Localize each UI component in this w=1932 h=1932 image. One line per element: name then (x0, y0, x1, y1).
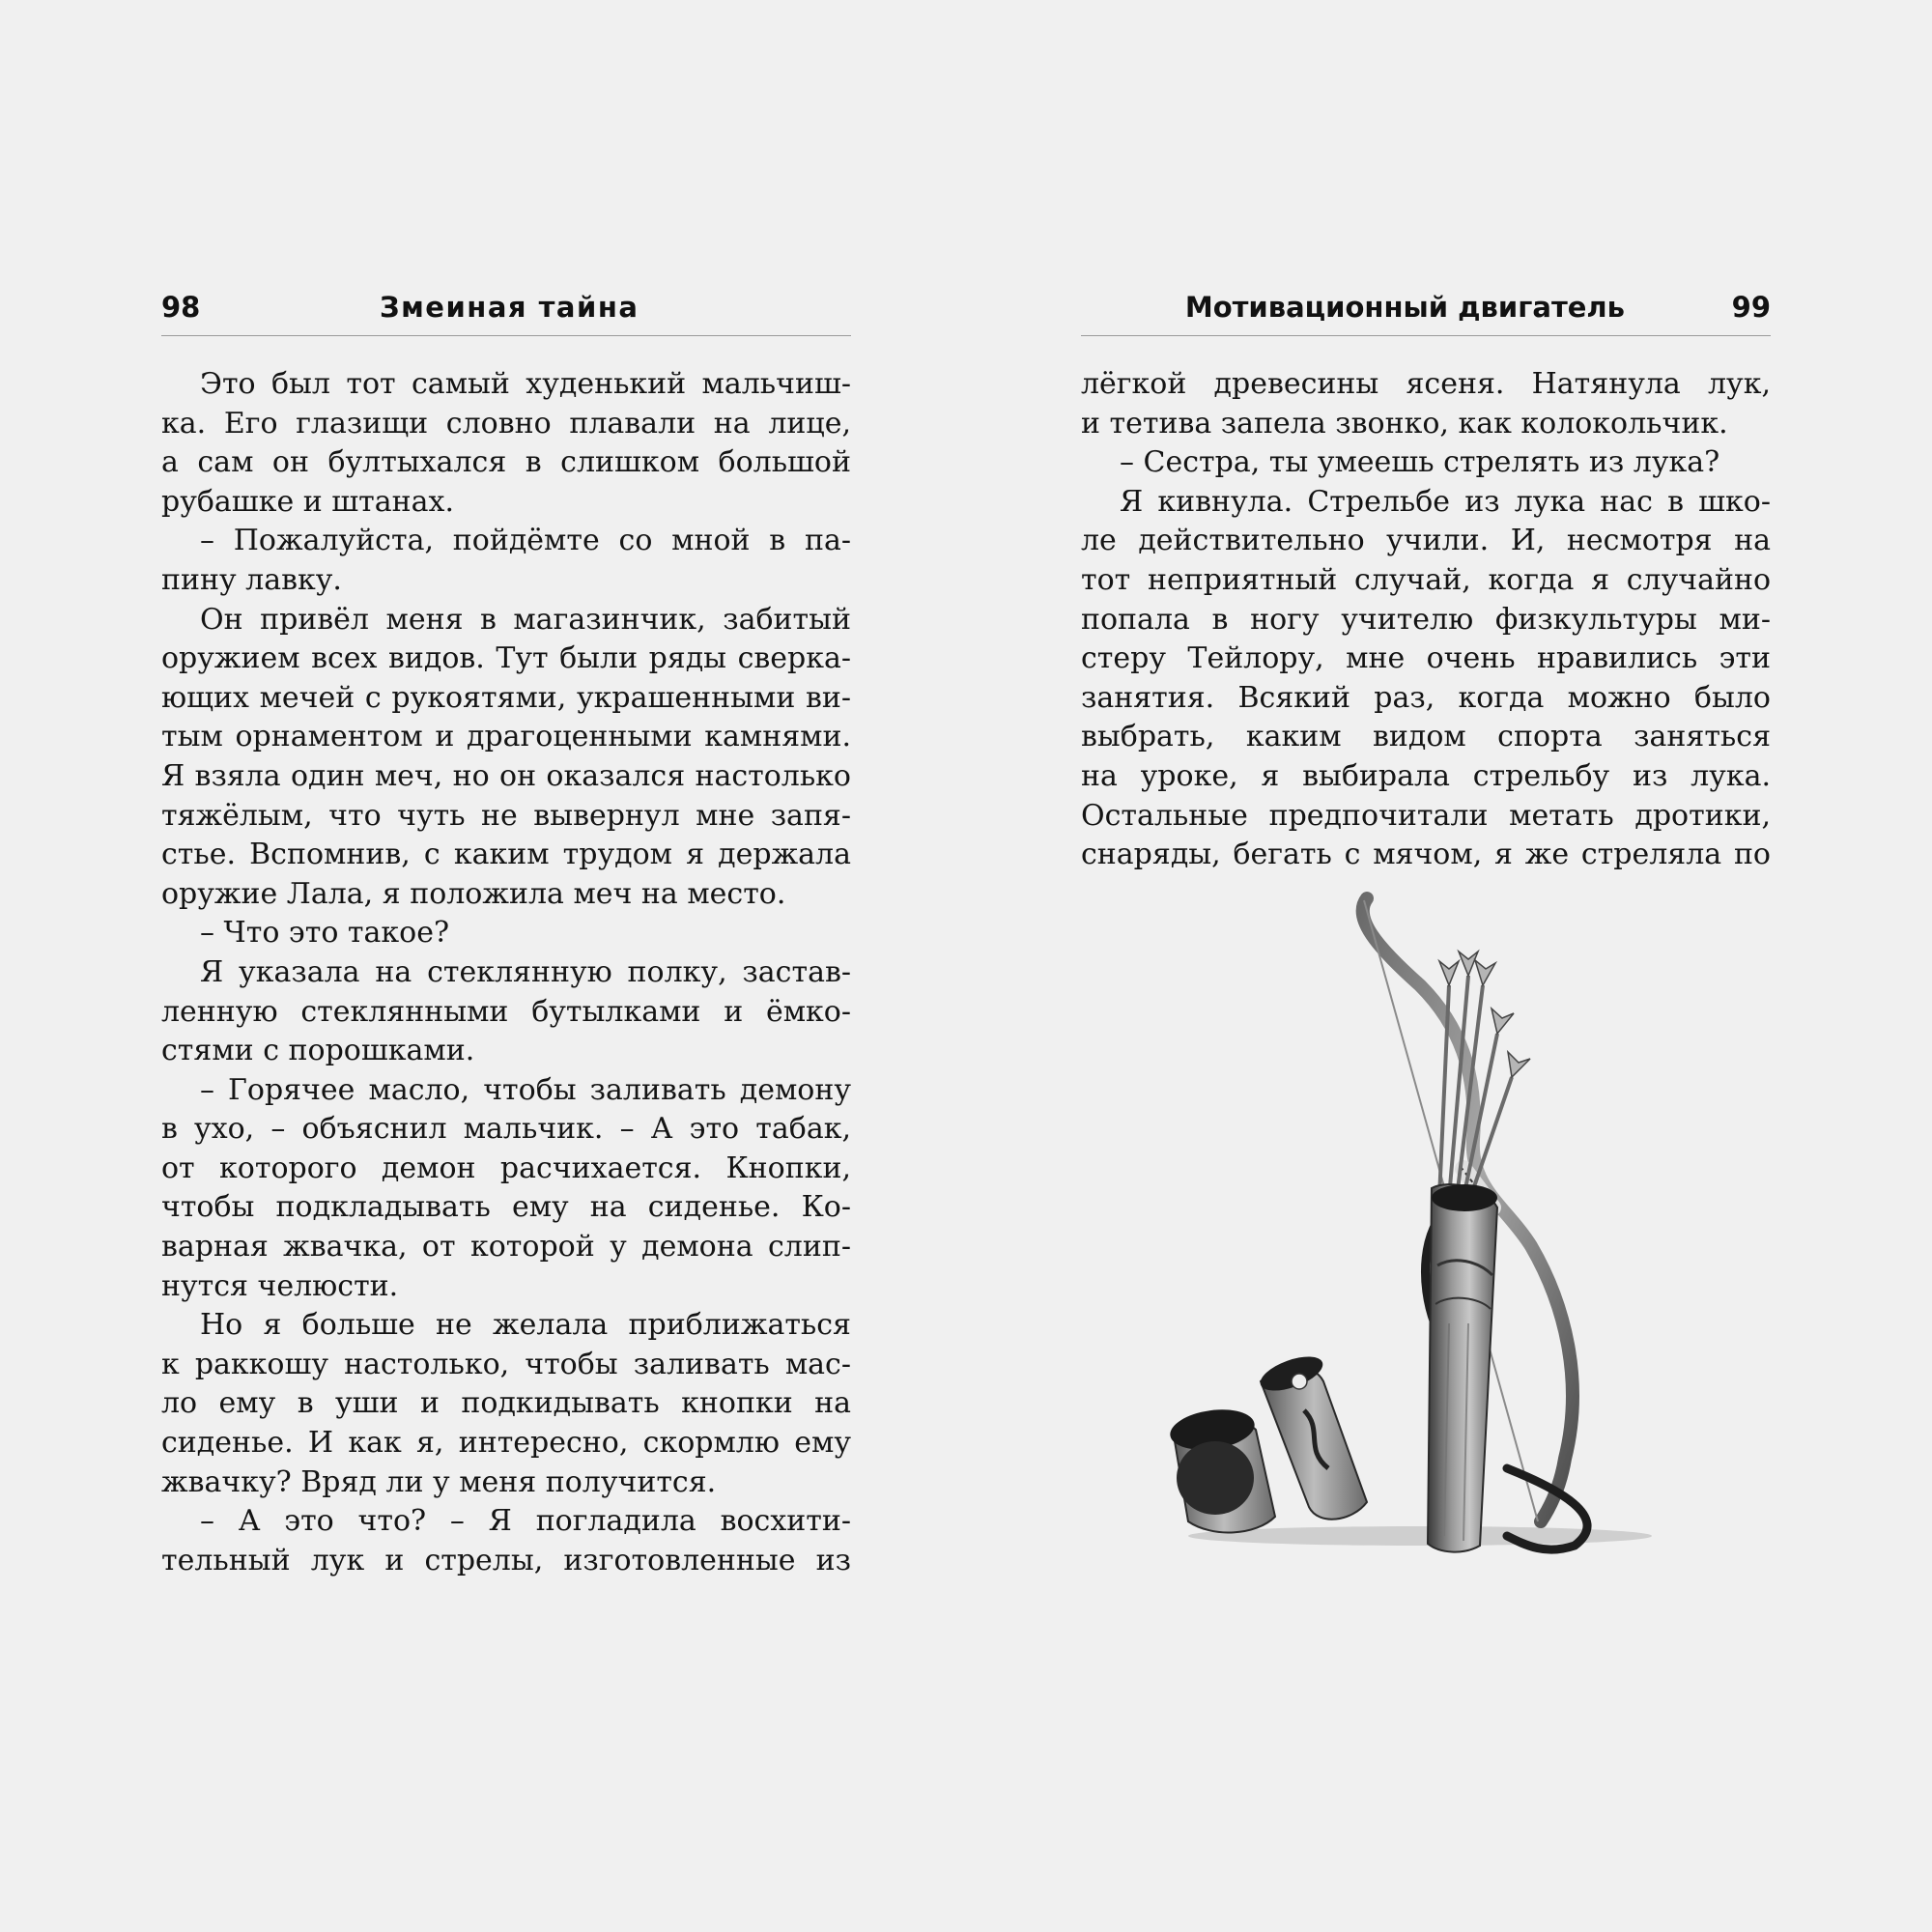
quiver (1428, 1184, 1497, 1551)
running-head-right (1081, 285, 1771, 336)
text-line: попала в ногу учителю физкультуры ми- (1081, 602, 1771, 637)
body-text-right (1081, 365, 1771, 875)
text-line: в ухо, – объяснил мальчик. – А это табак, (161, 1112, 851, 1147)
text-line: – Горячее масло, чтобы заливать демону (200, 1072, 851, 1107)
text-line: стями с порошками. (161, 1034, 475, 1068)
text-line: тым орнаментом и драгоценными камнями. (161, 720, 851, 754)
text-line: ле действительно учили. И, несмотря на (1081, 524, 1771, 558)
running-title: Мотивационный двигатель (1184, 291, 1625, 324)
running-title: Змеиная тайна (380, 291, 639, 324)
text-line: тот неприятный случай, когда я случайно (1081, 562, 1771, 597)
text-line: – Что это такое? (200, 916, 450, 951)
text-line: – Пожалуйста, пойдёмте со мной в па- (200, 524, 851, 558)
text-line: жвачку? Вряд ли у меня получится. (161, 1464, 717, 1499)
text-line: нутся челюсти. (161, 1268, 399, 1303)
text-line: ка. Его глазищи словно плавали на лице, (161, 406, 851, 440)
text-line: Остальные предпочитали метать дротики, (1081, 798, 1771, 833)
text-line: пину лавку. (161, 562, 342, 597)
text-line: Я указала на стеклянную полку, застав- (200, 954, 851, 989)
text-line: – Сестра, ты умеешь стрелять из лука? (1120, 445, 1720, 480)
text-line: снаряды, бегать с мячом, я же стреляла по (1081, 838, 1771, 872)
running-head-left (161, 285, 851, 336)
text-line: а сам он бултыхался в слишком большой (161, 445, 851, 480)
text-line: Я кивнула. Стрельбе из лука нас в шко- (1120, 484, 1771, 519)
text-line: тяжёлым, что чуть не вывернул мне запя- (161, 798, 851, 833)
text-line: тельный лук и стрелы, изготовленные из (161, 1543, 851, 1577)
text-line: лёгкой древесины ясеня. Натянула лук, (1081, 367, 1771, 401)
text-line: ло ему в уши и подкидывать кнопки на (161, 1386, 851, 1421)
text-line: и тетива запела звонко, как колокольчик. (1081, 406, 1728, 440)
text-line: выбрать, каким видом спорта заняться (1081, 720, 1771, 754)
text-line: Это был тот самый худенький мальчиш- (200, 367, 851, 401)
text-line: ленную стеклянными бутылками и ёмко- (161, 994, 851, 1029)
right-page (1081, 285, 1771, 875)
text-line: – А это что? – Я погладила восхити- (200, 1504, 851, 1539)
text-line: Я взяла один меч, но он оказался настолько (161, 758, 851, 793)
text-line: Но я больше не желала приближаться (200, 1308, 851, 1343)
text-line: оружие Лала, я положила меч на место. (161, 876, 786, 911)
body-text-left (161, 365, 851, 1580)
page-number: 99 (1731, 291, 1771, 324)
text-line: занятия. Всякий раз, когда можно было (1081, 680, 1771, 715)
left-page (161, 285, 851, 1580)
text-line: ющих мечей с рукоятями, украшенными ви- (161, 680, 851, 715)
text-line: чтобы подкладывать ему на сиденье. Ко- (161, 1190, 851, 1225)
text-line: Он привёл меня в магазинчик, забитый (200, 602, 851, 637)
text-line: от которого демон расчихается. Кнопки, (161, 1151, 851, 1185)
text-line: стье. Вспомнив, с каким трудом я держала (161, 838, 851, 872)
text-line: варная жвачка, от которой у демона слип- (161, 1230, 851, 1264)
text-line: рубашке и штанах. (161, 484, 454, 519)
archery-illustration (1159, 879, 1700, 1575)
page-number: 98 (161, 291, 201, 324)
arrow-fletchings (1439, 952, 1530, 1077)
text-line: к раккошу настолько, чтобы заливать мас- (161, 1347, 851, 1381)
text-line: стеру Тейлору, мне очень нравились эти (1081, 641, 1771, 676)
text-line: оружием всех видов. Тут были ряды сверка- (161, 641, 851, 676)
text-line: сиденье. И как я, интересно, скормлю ему (161, 1426, 851, 1461)
text-line: на уроке, я выбирала стрельбу из лука. (1081, 758, 1771, 793)
